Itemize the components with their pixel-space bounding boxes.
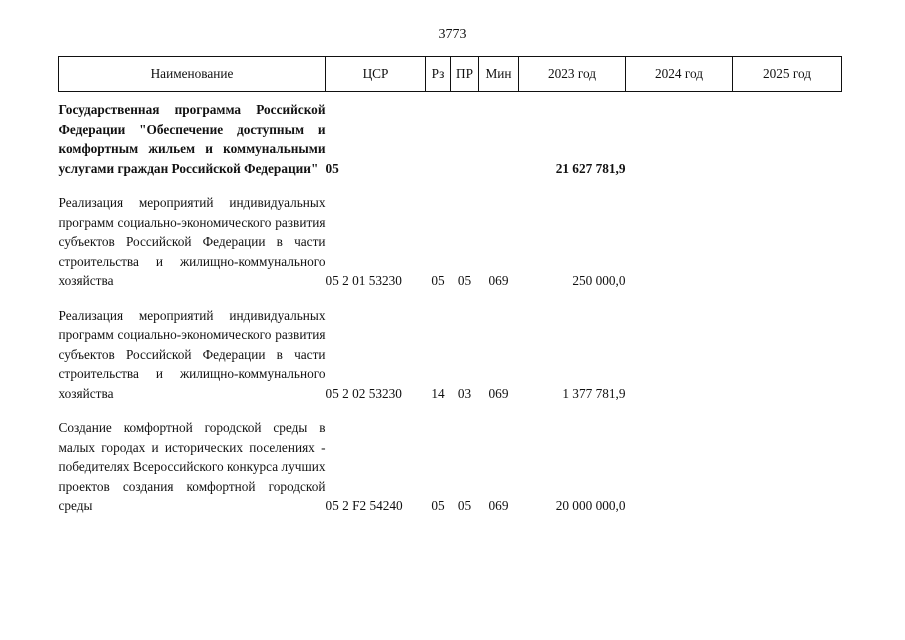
row-pr: 05 [457, 273, 472, 288]
row-2025 [733, 306, 842, 419]
row-2023: 20 000 000,0 [555, 498, 626, 513]
table-header-row [59, 57, 842, 92]
header-2025: 2025 год [733, 57, 842, 92]
row-csr: 05 2 01 53230 [325, 273, 402, 288]
table-row [59, 418, 842, 531]
row-name: Государственная программа Российской Федерации "Обеспечение доступным и комфортным жильем и коммунальными услугами граждан Российской Федерации" [58, 102, 326, 176]
row-min [479, 92, 519, 194]
header-2024: 2024 год [626, 57, 733, 92]
header-rz: Рз [426, 57, 451, 92]
row-min: 069 [488, 498, 509, 513]
header-2023: 2023 год [519, 57, 626, 92]
row-rz: 05 [431, 273, 445, 288]
row-csr: 05 2 02 53230 [325, 385, 402, 401]
row-name: Реализация мероприятий индивидуальных программ социально-экономического развития субъектов Российской Федерации в части строительства и жилищно-коммунального хозяйства [58, 195, 326, 288]
row-min: 069 [488, 273, 509, 288]
row-2023: 1 377 781,9 [562, 385, 626, 401]
budget-table [58, 56, 842, 531]
row-rz [426, 92, 451, 194]
header-name: Наименование [59, 57, 326, 92]
header-min: Мин [479, 57, 519, 92]
table-row [59, 306, 842, 419]
row-rz: 05 [431, 498, 445, 513]
page-number: 3773 [438, 27, 467, 42]
header-csr: ЦСР [326, 57, 426, 92]
row-2023: 21 627 781,9 [555, 160, 626, 176]
row-csr: 05 [325, 160, 339, 176]
row-2023: 250 000,0 [572, 273, 626, 288]
row-2024 [626, 193, 733, 306]
row-2025 [733, 193, 842, 306]
row-csr: 05 2 F2 54240 [325, 498, 403, 513]
table-row [59, 193, 842, 306]
row-2024 [626, 306, 733, 419]
row-pr: 03 [457, 385, 472, 401]
row-name: Создание комфортной городской среды в малых городах и исторических поселениях - победителях Всероссийского конкурса лучших проектов создания комфортной городской среды [58, 420, 326, 513]
row-pr: 05 [457, 498, 472, 513]
row-name: Реализация мероприятий индивидуальных программ социально-экономического развития субъектов Российской Федерации в части строительства и жилищно-коммунального хозяйства [58, 307, 326, 401]
row-2025 [733, 418, 842, 531]
table-row [59, 92, 842, 194]
row-min: 069 [488, 385, 509, 401]
header-pr: ПР [451, 57, 479, 92]
row-2025 [733, 92, 842, 194]
row-pr [451, 92, 479, 194]
row-2024 [626, 92, 733, 194]
row-rz: 14 [431, 385, 445, 401]
row-2024 [626, 418, 733, 531]
